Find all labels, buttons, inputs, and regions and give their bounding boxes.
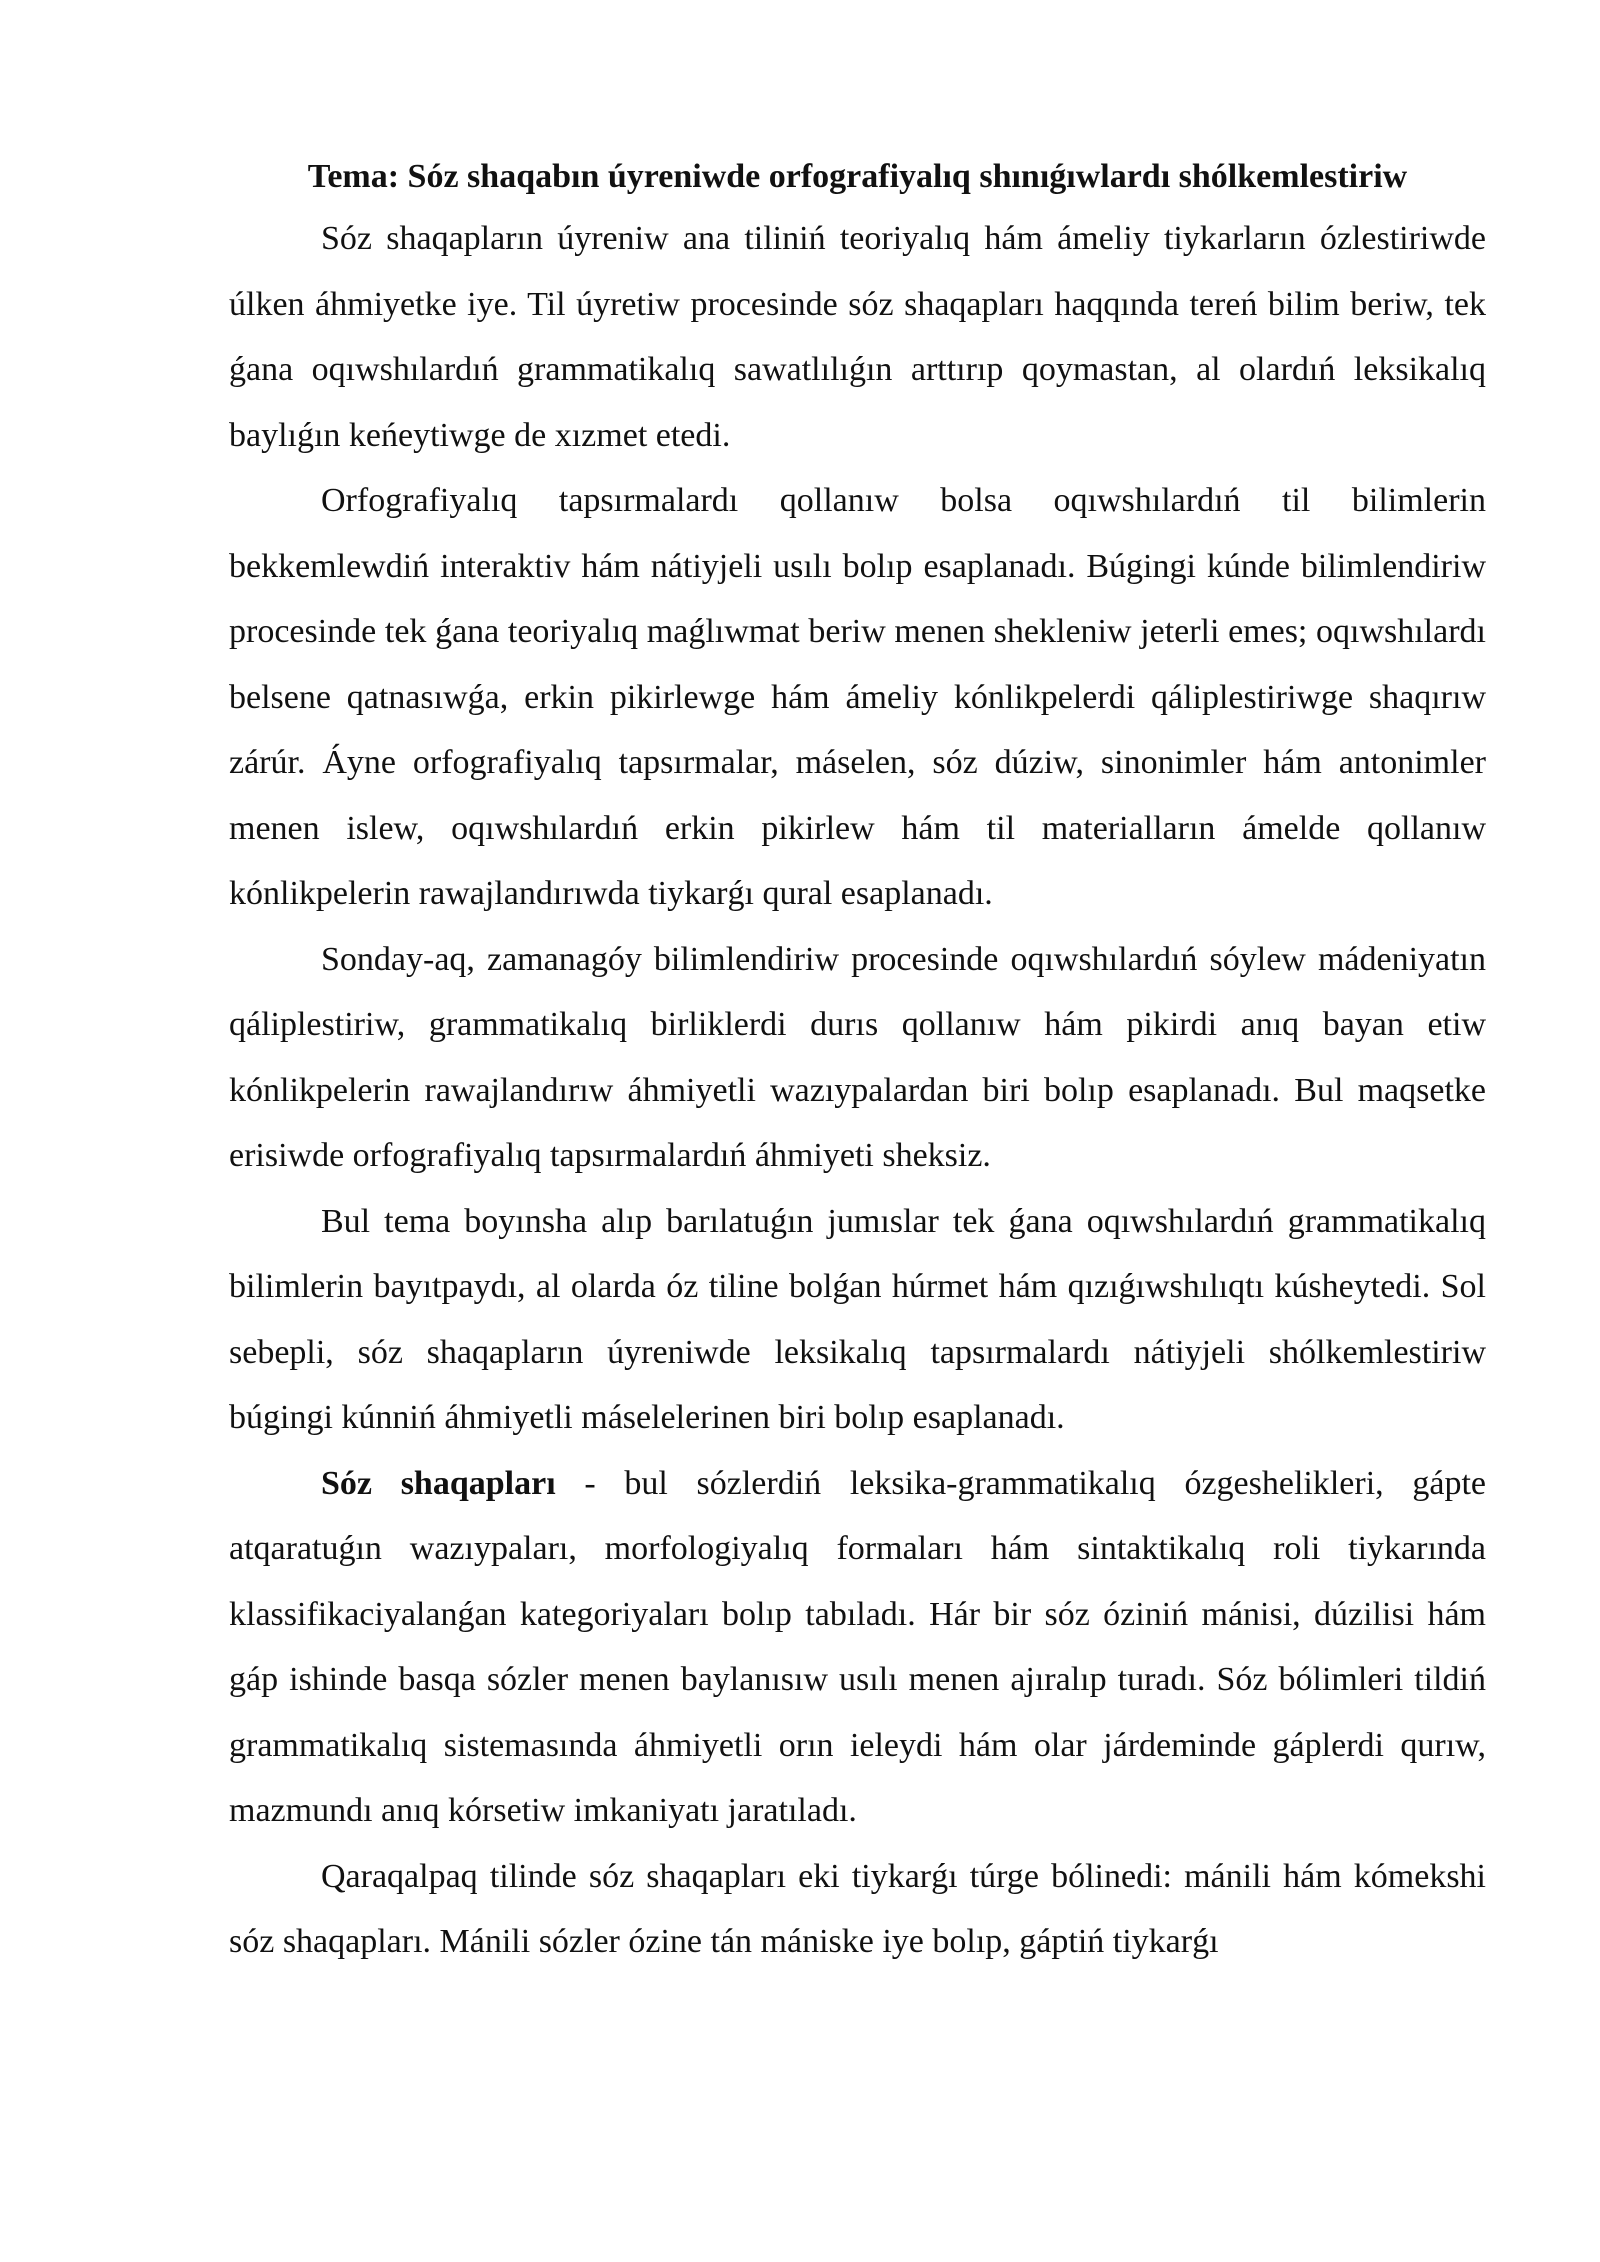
paragraph-4	[229, 1189, 1486, 1451]
paragraph-6-text: Qaraqalpaq tilinde sóz shaqapları eki tiykarǵı túrge bólinedi: mánili hám kómekshi sóz shaqapları. Mánili sózler ózine tán mániske iye bolıp, gáptiń tiykarǵı	[229, 1857, 1486, 1960]
paragraph-1-text: Sóz shaqapların úyreniw ana tiliniń teoriyalıq hám ámeliy tiykarların ózlestiriwde úlken áhmiyetke iye. Til úyretiw procesinde sóz shaqapları haqqında tereń bilim beriw, tek ǵana oqıwshılardıń grammatikalıq sawatlılıǵın arttırıp qoymastan, al olardıń leksikalıq baylıǵın keńeytiwge de xızmet etedi.	[229, 220, 1486, 454]
paragraph-4-text: Bul tema boyınsha alıp barılatuǵın jumıslar tek ǵana oqıwshılardıń grammatikalıq bilimlerin bayıtpaydı, al olarda óz tiline bolǵan húrmet hám qızıǵıwshılıqtı kúsheytedi. Sol sebepli, sóz shaqapların úyreniwde leksikalıq tapsırmalardı nátiyjeli shólkemlestiriw búgingi kúnniń áhmiyetli máselelerinen biri bolıp esaplanadı.	[229, 1202, 1486, 1436]
paragraph-5	[229, 1451, 1486, 1844]
paragraph-3-text: Sonday-aq, zamanagóy bilimlendiriw procesinde oqıwshılardıń sóylew mádeniyatın qáliplestiriw, grammatikalıq birliklerdi durıs qollanıw hám pikirdi anıq bayan etiw kónlikpelerin rawajlandırıw áhmiyetli wazıypalardan biri bolıp esaplanadı. Bul maqsetke erisiwde orfografiyalıq tapsırmalardıń áhmiyeti sheksiz.	[229, 940, 1486, 1174]
document-title: Tema: Sóz shaqabın úyreniwde orfografiyalıq shınıǵıwlardı shólkemlestiriw	[307, 158, 1408, 195]
paragraph-5-text: - bul sózlerdiń leksika-grammatikalıq ózgeshelikleri, gápte atqaratuǵın wazıypaları, morfologiyalıq formaları hám sintaktikalıq roli tiykarında klassifikaciyalanǵan kategoriyaları bolıp tabıladı. Hár bir sóz óziniń mánisi, dúzilisi hám gáp ishinde basqa sózler menen baylanısıw usılı menen ajıralıp turadı. Sóz bólimleri tildiń grammatikalıq sistemasında áhmiyetli orın ieleydi hám olar járdeminde gáplerdi qurıw, mazmundı anıq kórsetiw imkaniyatı jaratıladı.	[229, 1464, 1486, 1829]
paragraph-2-text: Orfografiyalıq tapsırmalardı qollanıw bolsa oqıwshılardıń til bilimlerin bekkemlewdiń interaktiv hám nátiyjeli usılı bolıp esaplanadı. Búgingi kúnde bilimlendiriw procesinde tek ǵana teoriyalıq maǵlıwmat beriw menen shekleniw jeterli emes; oqıwshılardı belsene qatnasıwǵa, erkin pikirlewge hám ámeliy kónlikpelerdi qáliplestiriwge shaqırıw zárúr. Áyne orfografiyalıq tapsırmalar, máselen, sóz dúziw, sinonimler hám antonimler menen islew, oqıwshılardıń erkin pikirlew hám til materialların ámelde qollanıw kónlikpelerin rawajlandırıwda tiykarǵı qural esaplanadı.	[229, 482, 1486, 912]
paragraph-6	[229, 1844, 1486, 1975]
definition-term: Sóz shaqapları	[321, 1464, 556, 1502]
paragraph-2	[229, 468, 1486, 927]
document-body	[229, 148, 1486, 1975]
paragraph-1	[229, 206, 1486, 468]
paragraph-3	[229, 927, 1486, 1189]
